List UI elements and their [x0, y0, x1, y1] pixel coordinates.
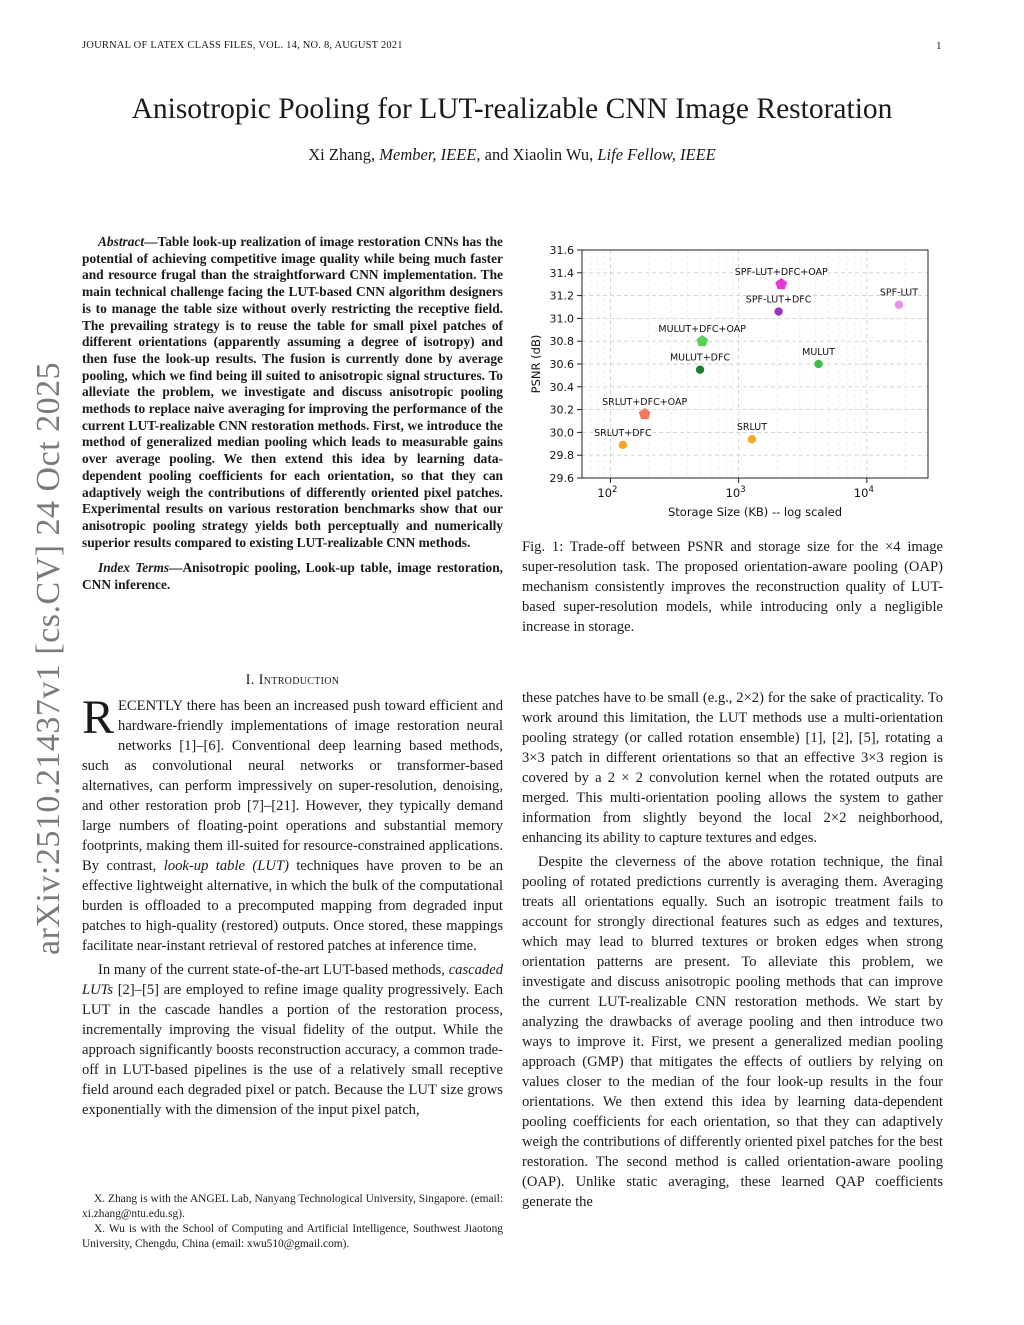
data-point-srlut — [748, 435, 756, 443]
y-tick-label: 30.4 — [549, 380, 574, 394]
x-tick-exponent: 2 — [612, 485, 618, 495]
x-tick-exponent: 3 — [740, 485, 746, 495]
data-label-spf-lut-dfc: SPF-LUT+DFC — [745, 294, 812, 306]
footnotes — [82, 1192, 503, 1252]
y-tick-label: 30.2 — [549, 403, 574, 417]
y-tick-label: 31.0 — [549, 312, 574, 326]
y-tick-label: 30.8 — [549, 335, 574, 349]
footnote-1: X. Zhang is with the ANGEL Lab, Nanyang Technological University, Singapore. (email: xi.zhang@ntu.edu.sg). — [82, 1193, 503, 1220]
y-tick-label: 29.6 — [549, 472, 574, 485]
abstract-lead: Abstract — [98, 234, 145, 249]
footnote-2: X. Wu is with the School of Computing and Artificial Intelligence, Southwest Jiaotong University, Chengdu, China (email: xwu510@gmail.com). — [82, 1223, 503, 1250]
page-number: 1 — [936, 40, 942, 52]
data-label-srlut-dfc-oap: SRLUT+DFC+OAP — [602, 397, 688, 409]
arxiv-stamp: arXiv:2510.21437v1 [cs.CV] 24 Oct 2025 — [30, 361, 67, 955]
x-tick-label: $10^2$ — [597, 485, 618, 500]
section-heading — [82, 672, 503, 689]
author-2: , and Xiaolin Wu, — [476, 145, 598, 164]
intro-p2-end: [2]–[5] are employed to refine image quality progressively. Each LUT in the cascade handles a portion of the restoration process, incrementally improving the visual fidelity of the output. While the approach significantly boosts reconstruction accuracy, a common trade-off in LUT-based pipelines is the use of a relatively small receptive field around each degraded pixel or patch. Because the LUT size grows exponentially with the dimension of the input pixel patch, — [82, 982, 503, 1118]
y-tick-label: 31.4 — [549, 266, 574, 280]
intro-p2-start: In many of the current state-of-the-art LUT-based methods, — [98, 962, 449, 978]
data-point-mulut-dfc-oap — [696, 335, 708, 346]
data-point-mulut — [814, 360, 822, 368]
right-paragraph-2: Despite the cleverness of the above rotation technique, the final pooling of rotated predictions currently is averaging them. Averaging treats all orientations equally. Such an isotropic treatment fails to account for strongly directional features such as edges and textures, which may lead to blurred textures or broken edges when strong orientation patterns are present. To alleviate this problem, we investigate and discuss anisotropic pooling methods that can improve the current LUT-realizable CNN restoration methods. We start by analyzing the drawbacks of average pooling and then introduce two ways to improve it. First, we present a generalized median pooling approach (GMP) that mitigates the effects of outliers by relying on values closer to the median of the four look-up results in the four orientations. We then extend this idea by learning data-dependent pooling coefficients for each orientation, so that they can adaptively weigh the contributions of differently oriented pixel patches for the best restoration. The second method is called orientation-aware pooling (OAP). Unlike static averaging, these learned QAP coefficients generate the — [522, 854, 943, 1210]
data-label-mulut-dfc: MULUT+DFC — [669, 352, 731, 364]
data-label-spf-lut-dfc-oap: SPF-LUT+DFC+OAP — [734, 267, 828, 279]
data-point-spf-lut — [895, 301, 903, 309]
data-point-mulut-dfc — [696, 366, 704, 374]
y-tick-label: 31.2 — [549, 289, 574, 303]
x-axis-label: Storage Size (KB) -- log scaled — [667, 505, 843, 519]
psnr-storage-scatter-chart — [520, 236, 944, 526]
author-1-role: Member, IEEE — [379, 145, 477, 164]
data-point-spf-lut-dfc-oap — [775, 278, 787, 289]
data-label-srlut: SRLUT — [736, 422, 768, 434]
index-terms-text: —Anisotropic pooling, Look-up table, image restoration, CNN inference. — [82, 560, 504, 593]
data-point-srlut-dfc — [619, 441, 627, 449]
y-tick-label: 31.6 — [549, 244, 574, 257]
intro-left-column — [82, 691, 503, 1124]
x-tick-exponent: 4 — [868, 485, 874, 495]
intro-p1-start: ECENTLY there has been an increased push toward efficient and hardware-friendly implementations of image restoration neural networks [1]–[6]. Conventional deep learning based methods, such as convolutional neural networks or transformer-based alternatives, can perform impressively on super-resolution, denoising, and other restoration prob [7]–[21]. However, they typically demand large numbers of floating-point operations and substantial memory footprints, making them ill-suited for resource-constrained applications. By contrast, — [82, 698, 503, 874]
author-2-role: Life Fellow, IEEE — [597, 145, 716, 164]
y-tick-label: 30.0 — [549, 426, 574, 440]
author-1: Xi Zhang, — [308, 145, 380, 164]
paper-title: Anisotropic Pooling for LUT-realizable CNN Image Restoration — [131, 93, 893, 125]
intro-p2-emphasis: cascaded LUTs — [82, 962, 503, 998]
data-point-spf-lut-dfc — [774, 307, 782, 315]
figure-caption: Fig. 1: Trade-off between PSNR and storage size for the ×4 image super-resolution task. The proposed orientation-aware pooling (OAP) mechanism consistently improves the reconstruction quality of LUT-based super-resolution models, while introducing only a negligible increase in storage. — [522, 539, 943, 635]
data-label-spf-lut: SPF-LUT — [879, 287, 919, 299]
data-label-mulut-dfc-oap: MULUT+DFC+OAP — [658, 324, 747, 336]
drop-cap: R — [82, 691, 115, 744]
intro-p1-end: techniques have proven to be an effective lightweight alternative, in which the bulk of the computational burden is offloaded to a precomputed mapping from degraded input patches to high-quality (restored) outputs. Once stored, these mappings facilitate near-instant retrieval of restored patches at inference time. — [82, 858, 503, 954]
y-axis-label: PSNR (dB) — [529, 334, 543, 394]
section-title: Introduction — [258, 672, 340, 688]
right-paragraph-1: these patches have to be small (e.g., 2×2) for the sake of practicality. To work around this limitation, the LUT methods use a multi-orientation pooling strategy (or called rotation ensemble) [1], [2], [5], rotating a 3×3 patch in different orientations so that an effective 3×3 region is covered by a 2 × 2 convolution kernel when the rotated outputs are merged. This multi-orientation pooling allows the system to gather information from slightly beyond the local 2×2 neighborhood, enhancing its ability to capture textures and edges. — [522, 690, 943, 846]
running-header: JOURNAL OF LATEX CLASS FILES, VOL. 14, NO. 8, AUGUST 2021 — [82, 40, 403, 51]
y-tick-label: 29.8 — [549, 449, 574, 463]
section-number: I. — [245, 672, 259, 688]
x-tick-label: $10^3$ — [725, 485, 746, 500]
data-label-mulut: MULUT — [802, 347, 835, 358]
x-tick-label: $10^4$ — [853, 485, 874, 500]
intro-right-column — [522, 688, 943, 1216]
abstract-text: —Table look-up realization of image restoration CNNs has the potential of achieving competitive image quality while being much faster and resource frugal than the straightforward CNN implementation. The main technical challenge facing the LUT-based CNN algorithm designers is to manage the table size without overly restricting the receptive field. The prevailing strategy is to reuse the table for small pixel patches of different orientations (apparently assuming a degree of isotropy) and then fuse the look-up results. The fusion is currently done by average pooling, which we find being ill suited to anisotropic signal structures. To alleviate the problem, we investigate and discuss anisotropic pooling methods to replace naive averaging for improving the performance of the current LUT-realizable CNN restoration methods. First, we introduce the method of generalized median pooling which leads to measurable gains over average pooling. We then extend this idea by learning data-dependent pooling coefficients for each orientation, so that they can adaptively weigh the contributions of differently oriented pixel patches. Experimental results on various restoration benchmarks show that our anisotropic pooling strategy yields both perceptually and numerically superior results compared to existing LUT-realizable CNN methods. — [82, 234, 503, 550]
data-label-srlut-dfc: SRLUT+DFC — [594, 427, 652, 439]
index-terms-lead: Index Terms — [98, 560, 170, 576]
author-line — [0, 145, 1024, 165]
intro-p1-emphasis: look-up table (LUT) — [163, 858, 289, 874]
y-tick-label: 30.6 — [549, 358, 574, 371]
abstract — [82, 234, 503, 603]
